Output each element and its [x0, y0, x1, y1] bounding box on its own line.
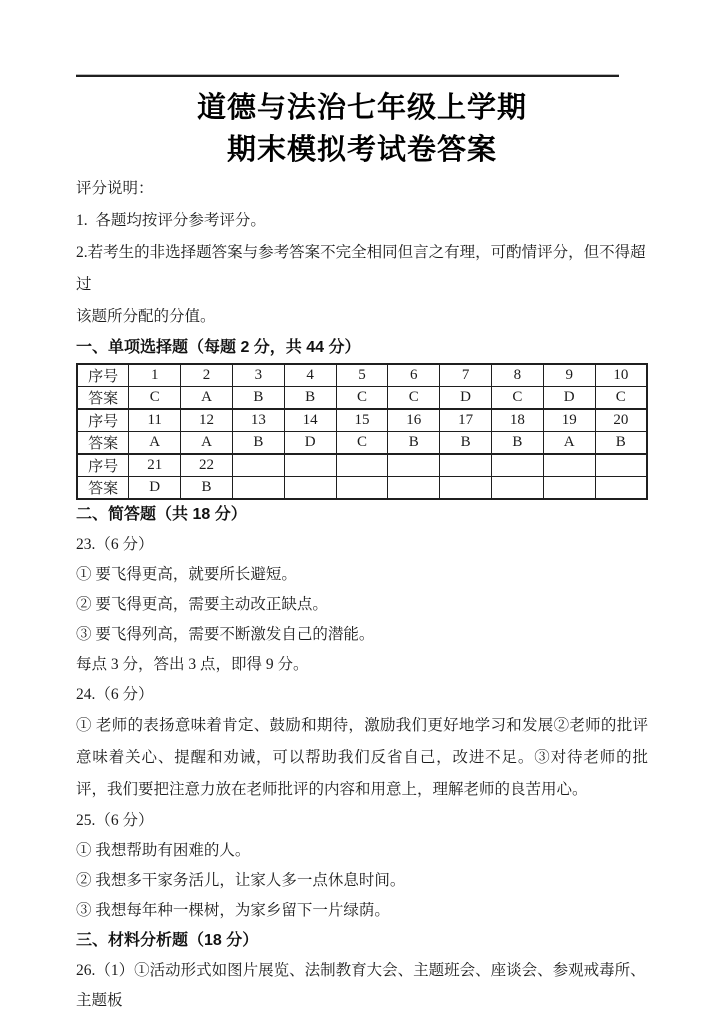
- table-cell: B: [181, 477, 233, 500]
- question-23-point-2: ② 要飞得更高，需要主动改正缺点。: [76, 596, 328, 613]
- table-cell: 8: [492, 364, 544, 387]
- table-row-numbers-1: [77, 364, 647, 387]
- table-cell: 20: [595, 409, 647, 432]
- question-24: [76, 680, 648, 806]
- table-cell: [336, 454, 388, 477]
- table-cell: A: [543, 432, 595, 455]
- table-cell: B: [492, 432, 544, 455]
- multiple-choice-answer-table: [76, 363, 648, 500]
- table-cell: [440, 454, 492, 477]
- table-cell: C: [595, 387, 647, 410]
- table-cell: 10: [595, 364, 647, 387]
- table-cell: 1: [129, 364, 181, 387]
- table-cell: C: [492, 387, 544, 410]
- table-cell: [543, 477, 595, 500]
- table-cell: 16: [388, 409, 440, 432]
- table-row-numbers-2: [77, 409, 647, 432]
- scoring-notes: [76, 173, 648, 333]
- table-cell: C: [129, 387, 181, 410]
- table-cell: B: [232, 387, 284, 410]
- table-cell: 6: [388, 364, 440, 387]
- table-cell: 21: [129, 454, 181, 477]
- table-row-numbers-3: [77, 454, 647, 477]
- table-cell: [595, 454, 647, 477]
- table-cell: 7: [440, 364, 492, 387]
- table-cell: D: [129, 477, 181, 500]
- question-24-answer: ① 老师的表扬意味着肯定、鼓励和期待，激励我们更好地学习和发展②老师的批评意味着关心、提醒和劝诫，可以帮助我们反省自己，改进不足。③对待老师的批评，我们要把注意力放在老师批评的内容和用意上，理解老师的良苦用心。: [76, 717, 648, 798]
- question-25-point-1: ① 我想帮助有困难的人。: [76, 842, 251, 859]
- table-cell: 19: [543, 409, 595, 432]
- scoring-note-1: 1. 各题均按评分参考评分。: [76, 212, 266, 229]
- row-header-cell: 答案: [77, 432, 129, 455]
- table-cell: [232, 477, 284, 500]
- question-23-point-1: ① 要飞得更高，就要所长避短。: [76, 566, 297, 583]
- table-cell: 4: [284, 364, 336, 387]
- table-cell: [388, 454, 440, 477]
- question-25: [76, 806, 648, 926]
- table-cell: 12: [181, 409, 233, 432]
- table-cell: [284, 477, 336, 500]
- table-cell: [492, 477, 544, 500]
- table-cell: A: [181, 432, 233, 455]
- table-cell: [595, 477, 647, 500]
- table-cell: D: [440, 387, 492, 410]
- document-content: [76, 0, 648, 1016]
- question-23-point-3: ③ 要飞得列高，需要不断激发自己的潜能。: [76, 626, 375, 643]
- table-cell: C: [388, 387, 440, 410]
- header-rule: [76, 74, 619, 77]
- table-cell: 3: [232, 364, 284, 387]
- question-23-scoring-note: 每点 3 分，答出 3 点，即得 9 分。: [76, 656, 309, 673]
- scoring-heading: 评分说明：: [76, 180, 154, 197]
- row-header-cell: 序号: [77, 454, 129, 477]
- table-cell: B: [232, 432, 284, 455]
- question-24-label: 24.（6 分）: [76, 686, 154, 703]
- table-row-answers-3: [77, 477, 647, 500]
- document-title-line-2: 期末模拟考试卷答案: [226, 134, 497, 166]
- table-cell: [284, 454, 336, 477]
- table-cell: B: [440, 432, 492, 455]
- question-26-line: 26.（1）①活动形式如图片展览、法制教育大会、主题班会、座谈会、参观戒毒所、主题板: [76, 962, 646, 1009]
- question-23-label: 23.（6 分）: [76, 536, 154, 553]
- question-25-point-2: ② 我想多干家务活儿，让家人多一点休息时间。: [76, 872, 406, 889]
- row-header-cell: 答案: [77, 477, 129, 500]
- document-title-line-1: 道德与法治七年级上学期: [196, 92, 527, 124]
- table-cell: 11: [129, 409, 181, 432]
- table-row-answers-1: [77, 387, 647, 410]
- table-cell: [440, 477, 492, 500]
- scoring-note-2-line-1: 2.若考生的非选择题答案与参考答案不完全相同但言之有理，可酌情评分，但不得超过: [76, 244, 646, 293]
- table-cell: [388, 477, 440, 500]
- table-cell: A: [181, 387, 233, 410]
- question-25-point-3: ③ 我想每年种一棵树，为家乡留下一片绿荫。: [76, 902, 390, 919]
- scoring-note-2-line-2: 该题所分配的分值。: [76, 308, 216, 325]
- table-row-answers-2: [77, 432, 647, 455]
- table-cell: 17: [440, 409, 492, 432]
- section-2-heading: 二、简答题（共 18 分）: [76, 506, 247, 523]
- row-header-cell: 序号: [77, 364, 129, 387]
- table-cell: D: [284, 432, 336, 455]
- section-3-heading: 三、材料分析题（18 分）: [76, 932, 259, 949]
- table-cell: 9: [543, 364, 595, 387]
- table-cell: 13: [232, 409, 284, 432]
- table-cell: 14: [284, 409, 336, 432]
- table-cell: [232, 454, 284, 477]
- row-header-cell: 序号: [77, 409, 129, 432]
- row-header-cell: 答案: [77, 387, 129, 410]
- table-cell: [336, 477, 388, 500]
- table-cell: 18: [492, 409, 544, 432]
- table-cell: 15: [336, 409, 388, 432]
- table-cell: B: [595, 432, 647, 455]
- table-cell: D: [543, 387, 595, 410]
- table-cell: [543, 454, 595, 477]
- table-cell: B: [284, 387, 336, 410]
- question-25-label: 25.（6 分）: [76, 812, 154, 829]
- table-cell: 2: [181, 364, 233, 387]
- table-cell: 5: [336, 364, 388, 387]
- question-23: [76, 530, 648, 680]
- table-cell: C: [336, 432, 388, 455]
- table-cell: 22: [181, 454, 233, 477]
- table-cell: B: [388, 432, 440, 455]
- table-cell: A: [129, 432, 181, 455]
- table-cell: [492, 454, 544, 477]
- section-1-heading: 一、单项选择题（每题 2 分，共 44 分）: [76, 339, 361, 356]
- table-cell: C: [336, 387, 388, 410]
